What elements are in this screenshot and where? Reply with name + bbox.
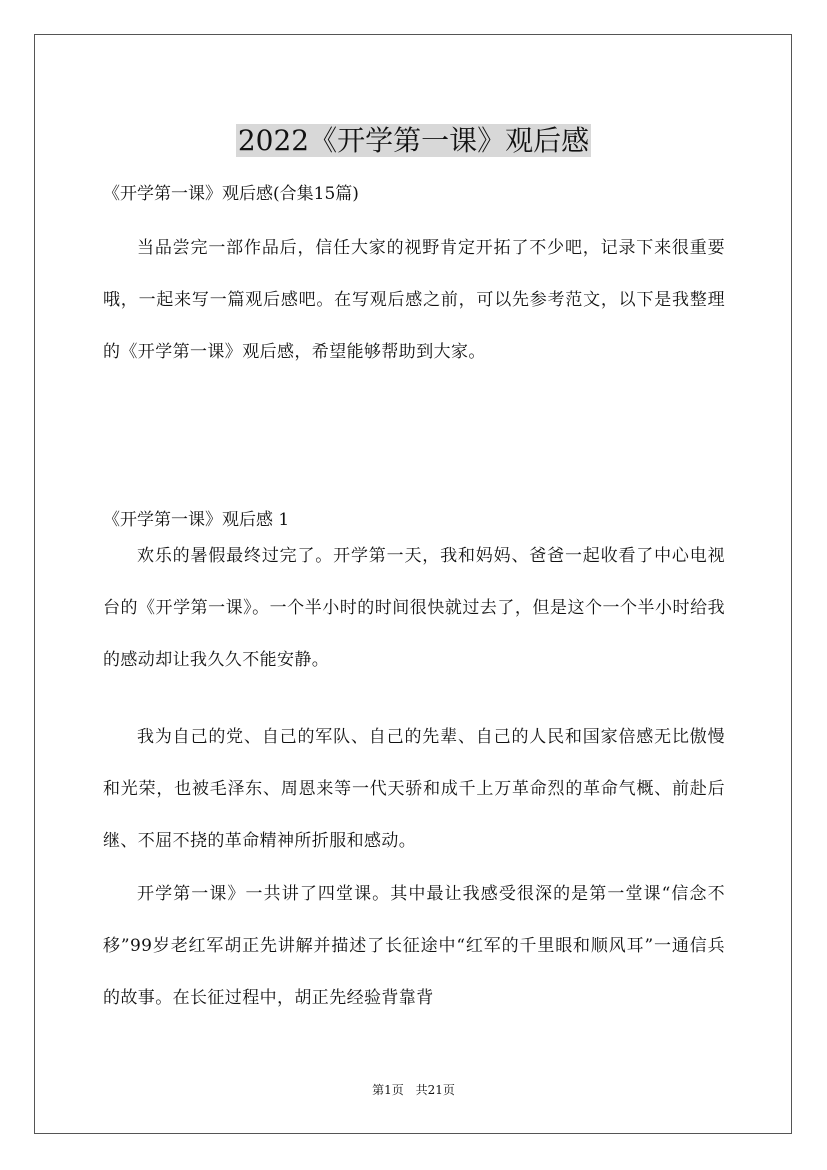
page-number: 第1页 [372, 1083, 404, 1097]
body-paragraph-2: 我为自己的党、自己的军队、自己的先辈、自己的人民和国家倍感无比傲慢和光荣，也被毛泽东、周恩来等一代天骄和成千上万革命烈的革命气概、前赴后继、不屈不挠的革命精神所折服和感动。 [103, 727, 725, 851]
page-total: 共21页 [415, 1083, 455, 1097]
body-paragraph-3: 开学第一课》一共讲了四堂课。其中最让我感受很深的是第一堂课“信念不移”99岁老红军胡正先讲解并描述了长征途中“红军的千里眼和顺风耳”一通信兵的故事。在长征过程中，胡正先经验背靠背 [103, 884, 725, 1008]
document-title [0, 122, 827, 160]
document-title-text: 2022《开学第一课》观后感 [237, 123, 590, 157]
page-footer [0, 1082, 827, 1098]
document-subtitle: 《开学第一课》观后感(合集15篇) [103, 184, 359, 204]
body-paragraph-1: 欢乐的暑假最终过完了。开学第一天，我和妈妈、爸爸一起收看了中心电视台的《开学第一课》。一个半小时的时间很快就过去了，但是这个一个半小时给我的感动却让我久久不能安静。 [103, 546, 725, 670]
section-heading: 《开学第一课》观后感 1 [103, 510, 290, 530]
intro-paragraph: 当品尝完一部作品后，信任大家的视野肯定开拓了不少吧，记录下来很重要哦，一起来写一篇观后感吧。在写观后感之前，可以先参考范文，以下是我整理的《开学第一课》观后感，希望能够帮助到大家。 [103, 238, 725, 362]
